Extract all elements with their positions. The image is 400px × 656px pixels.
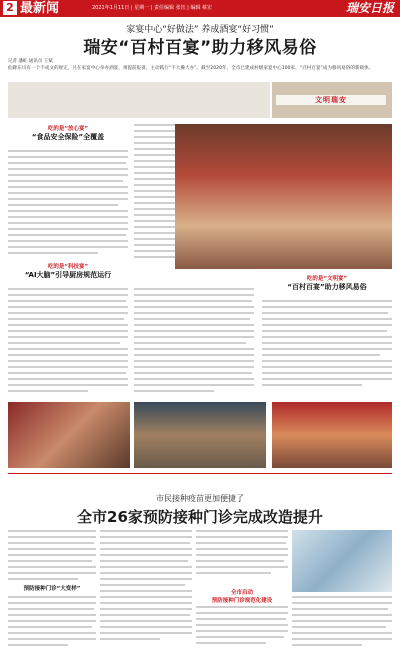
sub-block-2 bbox=[8, 262, 128, 280]
sub-tag-3: 吃的是“文明宴” bbox=[306, 276, 348, 282]
top-kicker: 家宴中心“好做法” 养成酒宴“好习惯” bbox=[126, 25, 274, 35]
col1-text-a bbox=[8, 150, 128, 260]
photo-banquet-guests bbox=[8, 402, 130, 468]
section-title: 最新闻 bbox=[20, 1, 60, 16]
bottom-sub-2 bbox=[196, 588, 288, 604]
bottom-col3-text bbox=[196, 530, 288, 586]
sub-title-1: “食品安全保险”全覆盖 bbox=[31, 133, 105, 141]
col3-text bbox=[262, 300, 392, 396]
bottom-col3-text-b bbox=[196, 606, 288, 652]
sub-title-2: “AI大脑”引导厨房规范运行 bbox=[24, 271, 112, 279]
bottom-col4-text bbox=[292, 596, 392, 652]
sub-tag-2: 吃的是“科技宴” bbox=[47, 264, 89, 270]
page-number: 2 bbox=[3, 1, 17, 15]
sub-title-3: “百村百宴”助力移风易俗 bbox=[287, 283, 367, 291]
bottom-kicker: 市民接种疫苗更加便捷了 bbox=[156, 494, 244, 503]
photo-strip bbox=[8, 82, 270, 118]
bottom-sub-title-2: 全市启动 预防接种门诊规范化建设 bbox=[211, 590, 273, 604]
masthead-logo: 瑞安日报 bbox=[345, 1, 394, 15]
bottom-sub-title-1: 预防接种门诊“大变样” bbox=[23, 586, 81, 592]
photo-vaccination bbox=[292, 530, 392, 592]
top-byline: 记者 潘虹 通讯员 王斌 bbox=[8, 59, 53, 64]
photo-event-stage bbox=[272, 402, 392, 468]
sub-block-1 bbox=[8, 124, 128, 142]
wenming-stamp: 文明瑞安 bbox=[276, 95, 386, 105]
sub-tag-1: 吃的是“放心宴” bbox=[47, 126, 89, 132]
sub-block-3 bbox=[262, 274, 392, 292]
top-headline: 瑞安“百村百宴”助力移风易俗 bbox=[83, 38, 317, 58]
top-lead: 仙降东川有一个不成文的规定，凡在家宴中心举办酒宴，须提前报备，主动践行“不大操大办”。截至2020年，全市已建成村级家宴中心100家，“百村百宴”成为移风易俗的新载体。 bbox=[8, 66, 374, 71]
col1-text-b bbox=[8, 288, 128, 398]
bottom-headline: 全市26家预防接种门诊完成改造提升 bbox=[77, 508, 323, 526]
bottom-sub-1 bbox=[8, 584, 96, 592]
issue-meta: 2021年1月11日 | 星期一 | 责任编辑 张钰 | 编辑 蔡宏 bbox=[92, 5, 213, 11]
bottom-col2-text bbox=[100, 530, 192, 650]
photo-meeting-hall bbox=[134, 402, 266, 468]
section-rule bbox=[8, 473, 392, 474]
bottom-col1-text-b bbox=[8, 596, 96, 652]
col2-text-b bbox=[134, 288, 254, 398]
photo-banquet-hall-large bbox=[175, 124, 392, 269]
